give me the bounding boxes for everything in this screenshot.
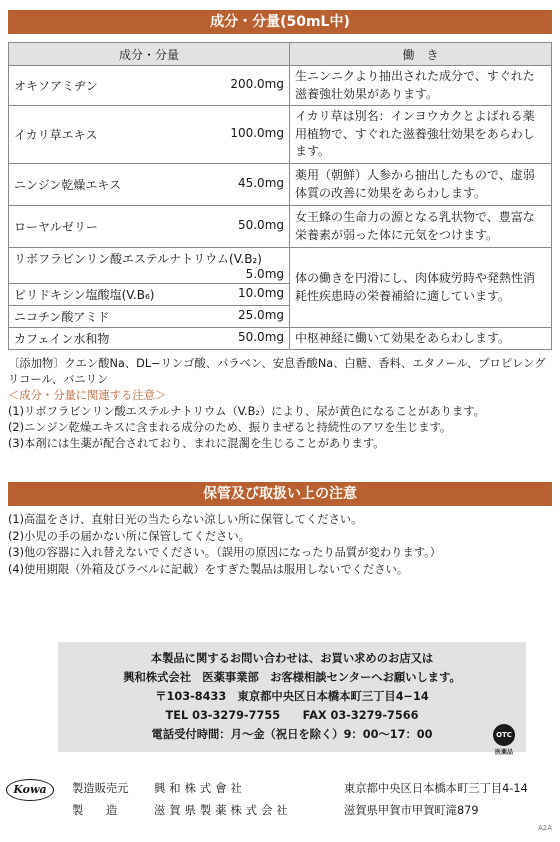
header-action: 働 き [290,43,552,66]
caution-item: (3)本剤には生薬が配合されており、まれに混濁を生じることがあります。 [8,437,385,450]
table-row [9,106,552,164]
otc-icon: OTC [493,724,515,746]
table-row [9,164,552,206]
kowa-logo: Kowa [6,779,54,801]
additives-text: 〔添加物〕クエン酸Na、DL−リンゴ酸、パラベン、安息香酸Na、白糖、香料、エタノール、プロピレングリコール、バニリン [8,357,546,386]
otc-label: 医薬品 [494,749,513,756]
ingredient-amount: 100.0mg [230,126,284,140]
contact-box [58,642,526,752]
ingredient-effect: 体の働きを円滑にし、肉体疲労時や発熱性消耗性疾患時の栄養補給に適しています。 [290,248,552,328]
ingredient-name: オキソアミヂン [14,79,98,93]
document-code: A2A [537,824,552,832]
ingredient-amount: 50.0mg [237,218,284,232]
table-row [9,328,552,350]
ingredient-amount: 10.0mg [237,286,284,300]
table-row [9,248,552,284]
caution-item: (1)リボフラビンリン酸エステルナトリウム（V.B₂）により、尿が黄色になることがあります。 [8,405,485,418]
storage-list [8,512,556,578]
ingredient-name: ピリドキシン塩酸塩(V.B₆) [14,288,155,302]
otc-mark [487,724,521,756]
footer-row [6,780,554,800]
ingredient-name: リボフラビンリン酸エステルナトリウム(V.B₂) [14,252,262,266]
storage-section-title: 保管及び取扱い上の注意 [8,482,552,506]
ingredient-name: ローヤルゼリー [14,220,98,234]
ingredients-section-title: 成分・分量(50mL中) [8,10,552,34]
ingredients-table [8,42,552,350]
storage-item: (2)小児の手の届かない所に保管してください。 [8,529,250,543]
ingredient-effect: 薬用（朝鮮）人参から抽出したもので、虚弱体質の改善に効果をあらわします。 [290,164,552,206]
footer-address: 東京都中央区日本橋本町三丁目4-14 [344,782,528,795]
ingredient-amount: 25.0mg [237,308,284,322]
ingredient-name: カフェイン水和物 [14,332,110,347]
storage-item: (3)他の容器に入れ替えないでください。（誤用の原因になったり品質が変わります。） [8,546,442,559]
footer-role: 製 造 [72,804,118,817]
ingredient-name: ニンジン乾燥エキス [14,178,122,192]
ingredient-name: イカリ草エキス [14,128,98,142]
storage-item: (4)使用期限（外箱及びラベルに記載）をすぎた製品は服用しないでください。 [8,562,409,576]
ingredient-effect: 生ニンニクより抽出された成分で、すぐれた滋養強壮効果があります。 [290,66,552,106]
storage-item: (1)高温をさけ、直射日光の当たらない涼しい所に保管してください。 [8,513,363,526]
table-row [9,66,552,106]
footer-role: 製造販売元 [72,782,129,795]
footer-address: 滋賀県甲賀市甲賀町滝879 [344,804,479,817]
header-component: 成分・分量 [9,43,290,66]
table-row [9,206,552,248]
table-header-row [9,43,552,66]
ingredient-notes [8,356,556,452]
ingredient-effect: 中枢神経に働いて効果をあらわします。 [290,328,552,350]
ingredient-amount: 45.0mg [237,176,284,190]
ingredient-effect: イカリ草は別名：インヨウカクとよばれる薬用植物で、すぐれた滋養強壮効果をあらわします。 [290,106,552,164]
footer-company: 滋賀県製薬株式会社 [154,804,292,817]
contact-phone: TEL 03-3279-7755 FAX 03-3279-7566 [165,709,419,722]
ingredient-name: ニコチン酸アミド [14,310,110,324]
caution-heading: ＜成分・分量に関連する注意＞ [8,389,167,402]
ingredient-amount: 50.0mg [237,330,284,345]
ingredient-amount: 200.0mg [230,77,284,91]
caution-item: (2)ニンジン乾燥エキスに含まれる成分のため、振りまぜると持続性のアワを生じます。 [8,421,452,434]
ingredient-effect: 女王蜂の生命力の源となる乳状物で、豊富な栄養素が弱った体に元気をつけます。 [290,206,552,248]
contact-line: 興和株式会社 医薬事業部 お客様相談センターへお願いします。 [123,671,461,684]
contact-line: 本製品に関するお問い合わせは、お買い求めのお店又は [150,652,434,665]
contact-hours: 電話受付時間：月〜金（祝日を除く）9：00〜17：00 [151,728,433,741]
contact-address: 〒103-8433 東京都中央区日本橋本町三丁目4−14 [155,690,429,703]
footer-row [6,802,554,822]
footer-company: 興和株式會社 [154,782,246,795]
ingredient-amount: 5.0mg [245,267,284,281]
